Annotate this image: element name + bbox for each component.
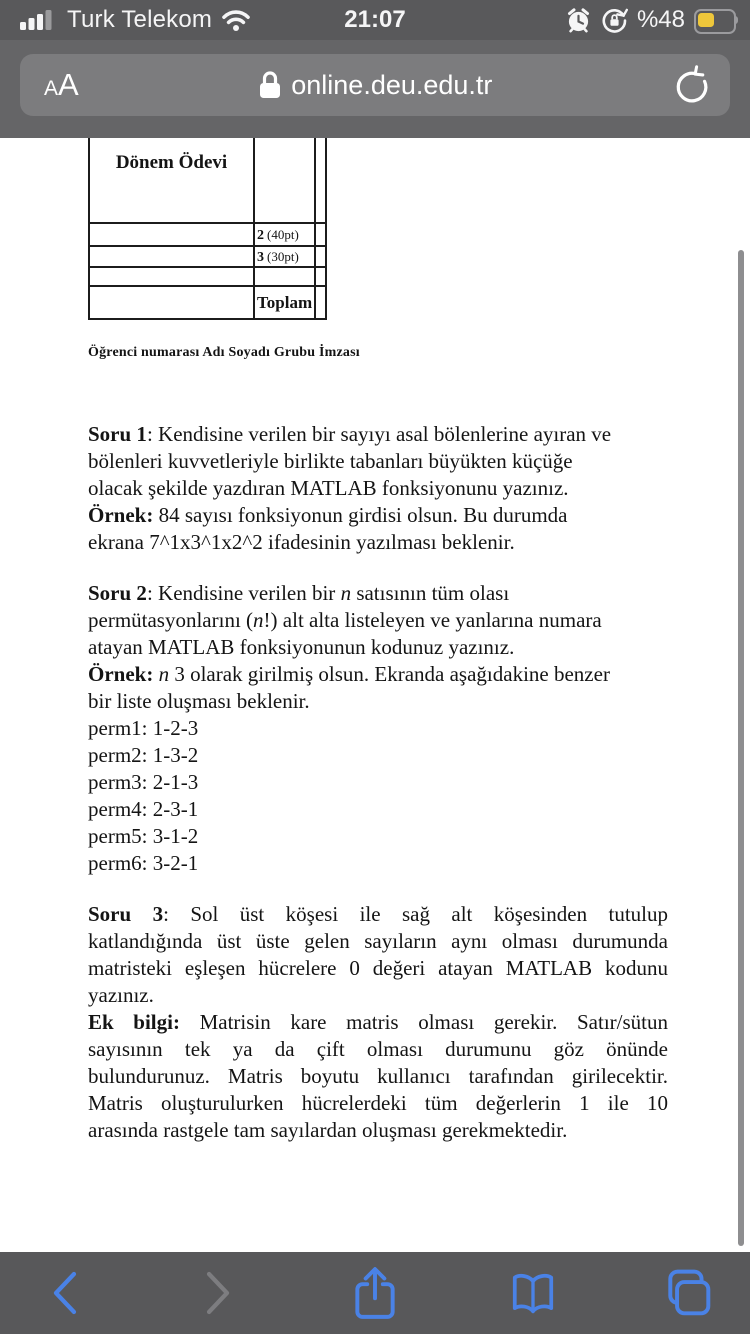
document-line: yazınız. <box>88 983 154 1007</box>
tabs-button[interactable] <box>663 1268 713 1318</box>
document-line: ekrana 7^1x3^1x2^2 ifadesinin yazılması beklenir. <box>88 530 515 554</box>
forward-chevron-icon <box>201 1269 235 1317</box>
student-info-caption: Öğrenci numarası Adı Soyadı Grubu İmzası <box>88 345 360 360</box>
document-line: arasında rastgele tam sayılardan oluşması gerekmektedir. <box>88 1118 568 1142</box>
battery-fill <box>698 13 714 27</box>
document-line: Matris oluşturulurken hücrelerdeki tüm değerlerin 1 ile 10 <box>88 1091 668 1115</box>
carrier-label: Turk Telekom <box>67 6 213 33</box>
forward-button[interactable] <box>201 1269 235 1317</box>
document-line: perm3: 2-1-3 <box>88 770 199 794</box>
text-size-button[interactable]: A A <box>44 67 79 102</box>
web-page <box>0 138 750 1252</box>
document-line: Örnek: 84 sayısı fonksiyonun girdisi olsun. Bu durumda <box>88 503 568 527</box>
paragraph-gap <box>88 556 668 580</box>
document-line: perm2: 1-3-2 <box>88 743 199 767</box>
document-line: Soru 3: Sol üst köşesi ile sağ alt köşesinden tutulup <box>88 902 668 926</box>
document-line: Soru 2: Kendisine verilen bir n satısının tüm olası <box>88 581 510 605</box>
document-line: bölenleri kuvvetleriyle birlikte tabanları büyükten küçüğe <box>88 449 573 473</box>
lock-icon <box>258 70 282 100</box>
score-points: (40pt) <box>267 226 299 242</box>
browser-toolbar <box>0 1252 750 1334</box>
document-line: Ek bilgi: Matrisin kare matris olması gerekir. Satır/sütun <box>88 1010 668 1034</box>
document-line: Örnek: n 3 olarak girilmiş olsun. Ekranda aşağıdakine benzer <box>88 662 610 686</box>
battery-percent-label: %48 <box>636 6 685 33</box>
score-number: 2 <box>257 227 264 243</box>
document-line: matristeki eşleşen hücrelere 0 değeri atayan MATLAB kodunu <box>88 956 668 980</box>
document-line: olacak şekilde yazdıran MATLAB fonksiyonunu yazınız. <box>88 476 569 500</box>
bookmarks-button[interactable] <box>508 1268 558 1318</box>
document-line: atayan MATLAB fonksiyonunun kodunuz yazınız. <box>88 635 515 659</box>
book-icon <box>508 1268 558 1318</box>
document-line: bulundurunuz. Matris boyutu kullanıcı tarafından girilecektir. <box>88 1064 668 1088</box>
share-button[interactable] <box>350 1266 400 1320</box>
tabs-icon <box>663 1268 713 1318</box>
document-line: katlandığında üst üste gelen sayıların aynı olması durumunda <box>88 929 668 953</box>
table-row <box>89 267 326 286</box>
alarm-icon <box>565 7 592 34</box>
back-button[interactable] <box>48 1269 82 1317</box>
score-number: 3 <box>257 249 264 265</box>
score-points: (30pt) <box>267 248 299 264</box>
reload-icon <box>672 65 710 105</box>
table-row <box>89 138 326 223</box>
table-title-cell: Dönem Ödevi <box>89 138 254 223</box>
rotation-lock-icon <box>601 7 628 34</box>
document-line: Soru 1: Kendisine verilen bir sayıyı asal bölenlerine ayıran ve <box>88 422 612 446</box>
document-line: perm4: 2-3-1 <box>88 797 199 821</box>
reload-button[interactable] <box>672 65 710 105</box>
clock-label: 21:07 <box>344 6 406 33</box>
address-bar[interactable] <box>20 54 730 116</box>
document-line: bir liste oluşması beklenir. <box>88 689 310 713</box>
document-line: perm5: 3-1-2 <box>88 824 199 848</box>
url-display <box>79 70 672 101</box>
share-icon <box>350 1266 400 1320</box>
status-bar <box>0 0 750 40</box>
browser-chrome-top <box>0 40 750 138</box>
document-line: perm6: 3-2-1 <box>88 851 199 875</box>
document-line: permütasyonlarını (n!) alt alta listeleyen ve yanlarına numara <box>88 608 602 632</box>
document-line: sayısının tek ya da çift olması durumunu göz önünde <box>88 1037 668 1061</box>
table-row <box>89 223 326 246</box>
grade-table <box>88 138 327 320</box>
paragraph-gap <box>88 877 668 901</box>
battery-icon <box>694 8 738 32</box>
table-row <box>89 286 326 319</box>
assignment-text <box>88 421 668 1144</box>
total-label: Toplam <box>254 286 315 319</box>
back-chevron-icon <box>48 1269 82 1317</box>
document-line: perm1: 1-2-3 <box>88 716 199 740</box>
scrollbar[interactable] <box>738 250 744 1246</box>
url-text: online.deu.edu.tr <box>291 69 493 100</box>
table-row <box>89 246 326 267</box>
